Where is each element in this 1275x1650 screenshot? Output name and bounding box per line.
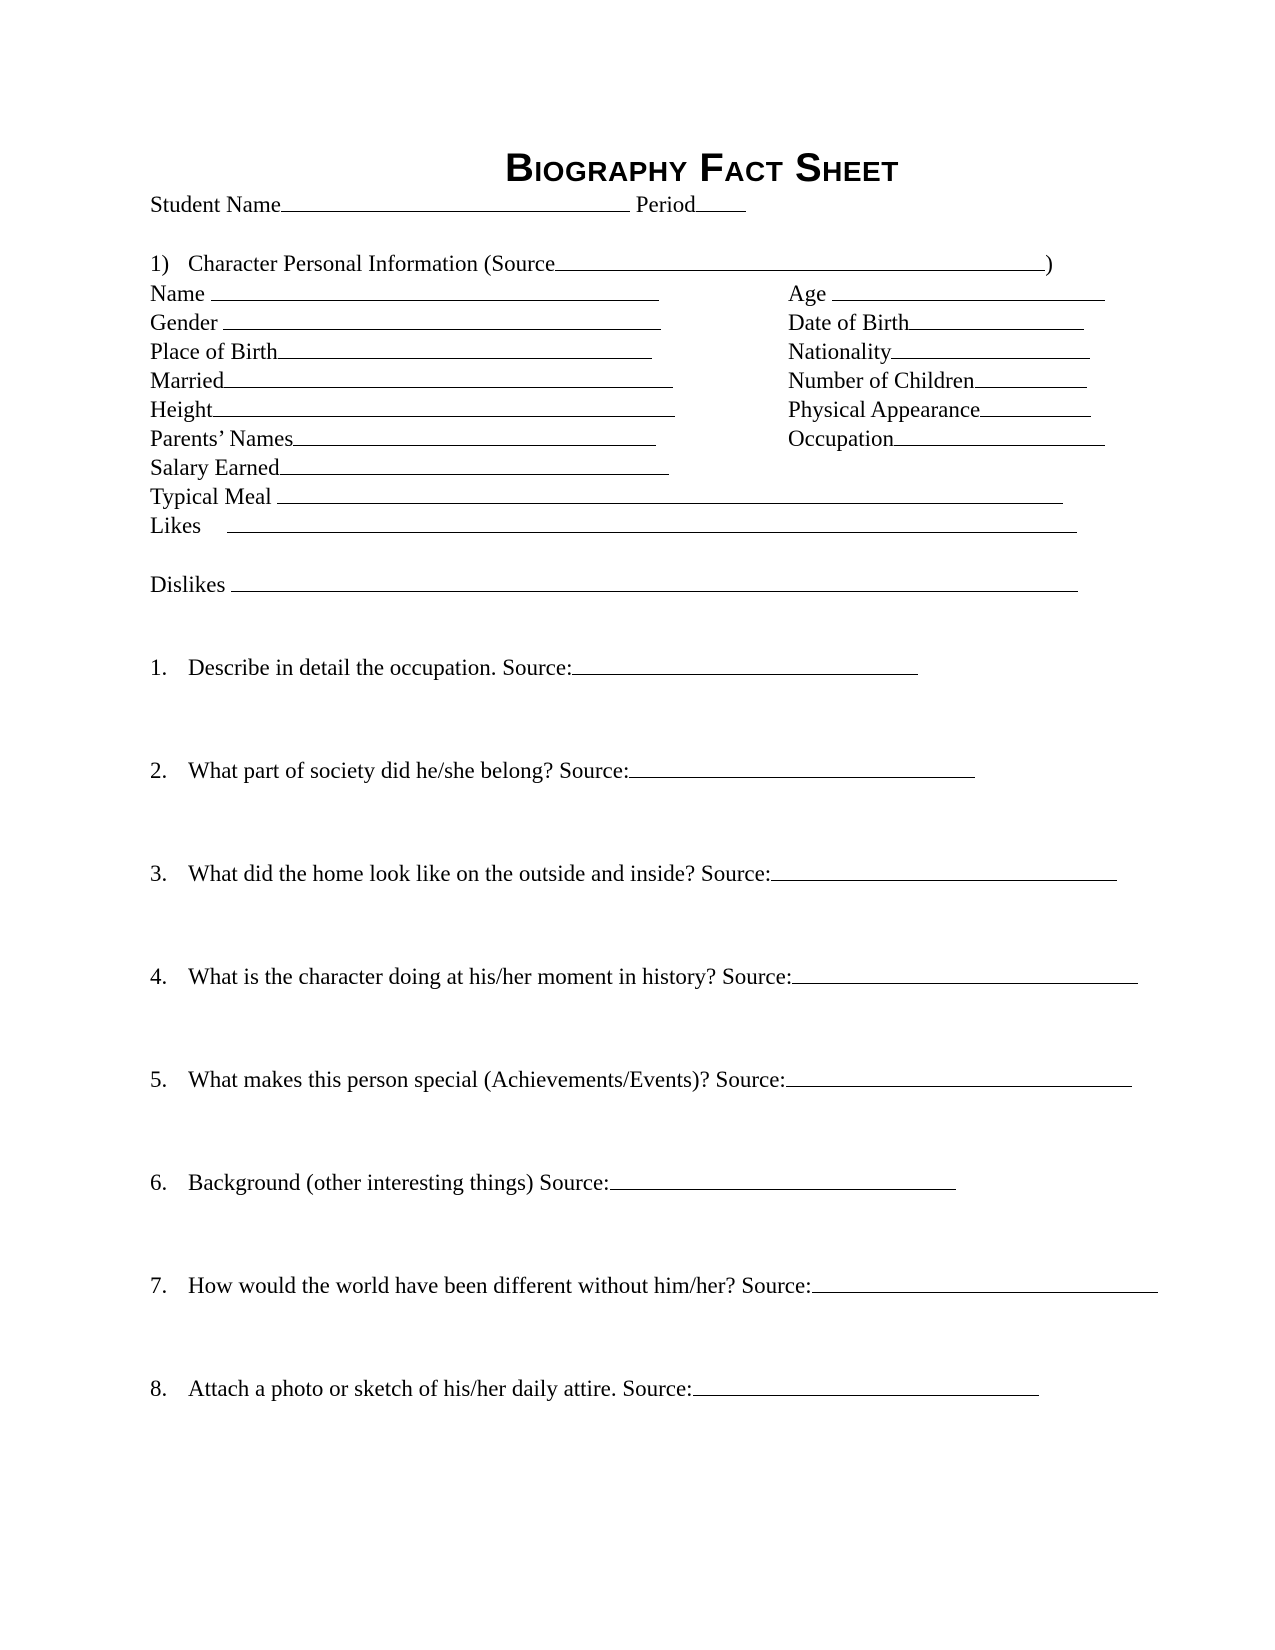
field-label: Typical Meal: [150, 484, 272, 509]
question-text: What makes this person special (Achievements/Events)? Source:: [188, 1067, 786, 1092]
question-number: 1.: [150, 655, 168, 680]
section1-source-blank[interactable]: [555, 251, 1045, 271]
field-blank[interactable]: [891, 339, 1090, 359]
field-gender: [150, 308, 661, 338]
section1-number: 1): [150, 251, 170, 276]
question-number: 2.: [150, 758, 168, 783]
field-label: Nationality: [788, 339, 892, 364]
field-blank[interactable]: [223, 310, 661, 330]
question-number: 5.: [150, 1067, 168, 1092]
question-item: [150, 962, 1138, 992]
question-item: [150, 859, 1117, 889]
field-label: Name: [150, 281, 205, 306]
field-label: Place of Birth: [150, 339, 278, 364]
question-item: [150, 1168, 956, 1198]
field-blank[interactable]: [975, 368, 1087, 388]
field-blank[interactable]: [227, 513, 1077, 533]
question-source-blank[interactable]: [610, 1170, 956, 1190]
question-number: 6.: [150, 1170, 168, 1195]
field-height: [150, 395, 675, 425]
question-item: [150, 756, 975, 786]
question-text: Describe in detail the occupation. Source:: [188, 655, 573, 680]
field-place-of-birth: [150, 337, 652, 367]
question-item: [150, 1271, 1158, 1301]
question-item: [150, 1065, 1132, 1095]
field-number-of-children: [788, 366, 1087, 396]
field-label: Likes: [150, 513, 202, 538]
field-label: Date of Birth: [788, 310, 910, 335]
field-label: Dislikes: [150, 572, 226, 597]
question-item: [150, 1374, 1039, 1404]
field-label: Occupation: [788, 426, 895, 451]
question-text: What is the character doing at his/her moment in history? Source:: [188, 964, 793, 989]
field-blank[interactable]: [224, 368, 673, 388]
field-blank[interactable]: [213, 397, 675, 417]
question-number: 4.: [150, 964, 168, 989]
field-dislikes: [150, 570, 1078, 600]
student-name-row: [150, 190, 746, 220]
field-typical-meal: [150, 482, 1063, 512]
question-item: [150, 653, 918, 683]
field-occupation: [788, 424, 1105, 454]
question-source-blank[interactable]: [693, 1376, 1039, 1396]
field-blank[interactable]: [980, 397, 1091, 417]
field-label: Salary Earned: [150, 455, 280, 480]
field-nationality: [788, 337, 1090, 367]
question-source-blank[interactable]: [812, 1273, 1158, 1293]
field-age: [788, 279, 1105, 309]
question-text: What did the home look like on the outside and inside? Source:: [188, 861, 772, 886]
question-source-blank[interactable]: [786, 1067, 1132, 1087]
field-label: Physical Appearance: [788, 397, 981, 422]
question-number: 8.: [150, 1376, 168, 1401]
field-label: Married: [150, 368, 225, 393]
field-blank[interactable]: [231, 572, 1078, 592]
question-number: 3.: [150, 861, 168, 886]
field-blank[interactable]: [293, 426, 656, 446]
field-label: Number of Children: [788, 368, 975, 393]
section1-heading: [150, 249, 1053, 279]
field-blank[interactable]: [278, 339, 652, 359]
question-text: What part of society did he/she belong? Source:: [188, 758, 630, 783]
field-name: [150, 279, 659, 309]
period-label: Period: [635, 192, 696, 217]
field-blank[interactable]: [280, 455, 669, 475]
section1-heading-close: ): [1045, 251, 1053, 276]
field-blank[interactable]: [832, 281, 1105, 301]
question-text: Attach a photo or sketch of his/her daily attire. Source:: [188, 1376, 693, 1401]
field-salary-earned: [150, 453, 669, 483]
field-blank[interactable]: [909, 310, 1084, 330]
question-source-blank[interactable]: [792, 964, 1138, 984]
field-parents-names: [150, 424, 656, 454]
field-likes: [150, 511, 1077, 541]
field-blank[interactable]: [277, 484, 1063, 504]
question-text: Background (other interesting things) Source:: [188, 1170, 610, 1195]
question-source-blank[interactable]: [771, 861, 1117, 881]
field-married: [150, 366, 673, 396]
question-source-blank[interactable]: [629, 758, 975, 778]
student-name-blank[interactable]: [281, 192, 630, 212]
field-date-of-birth: [788, 308, 1084, 338]
student-name-label: Student Name: [150, 192, 281, 217]
field-blank[interactable]: [211, 281, 659, 301]
field-physical-appearance: [788, 395, 1091, 425]
question-number: 7.: [150, 1273, 168, 1298]
field-blank[interactable]: [894, 426, 1105, 446]
field-label: Parents’ Names: [150, 426, 294, 451]
field-label: Height: [150, 397, 213, 422]
question-text: How would the world have been different without him/her? Source:: [188, 1273, 812, 1298]
field-label: Gender: [150, 310, 218, 335]
field-label: Age: [788, 281, 827, 306]
question-source-blank[interactable]: [572, 655, 918, 675]
section1-heading-text: Character Personal Information (Source: [188, 251, 556, 276]
period-blank[interactable]: [696, 192, 746, 212]
page-title: Biography Fact Sheet: [505, 146, 899, 190]
